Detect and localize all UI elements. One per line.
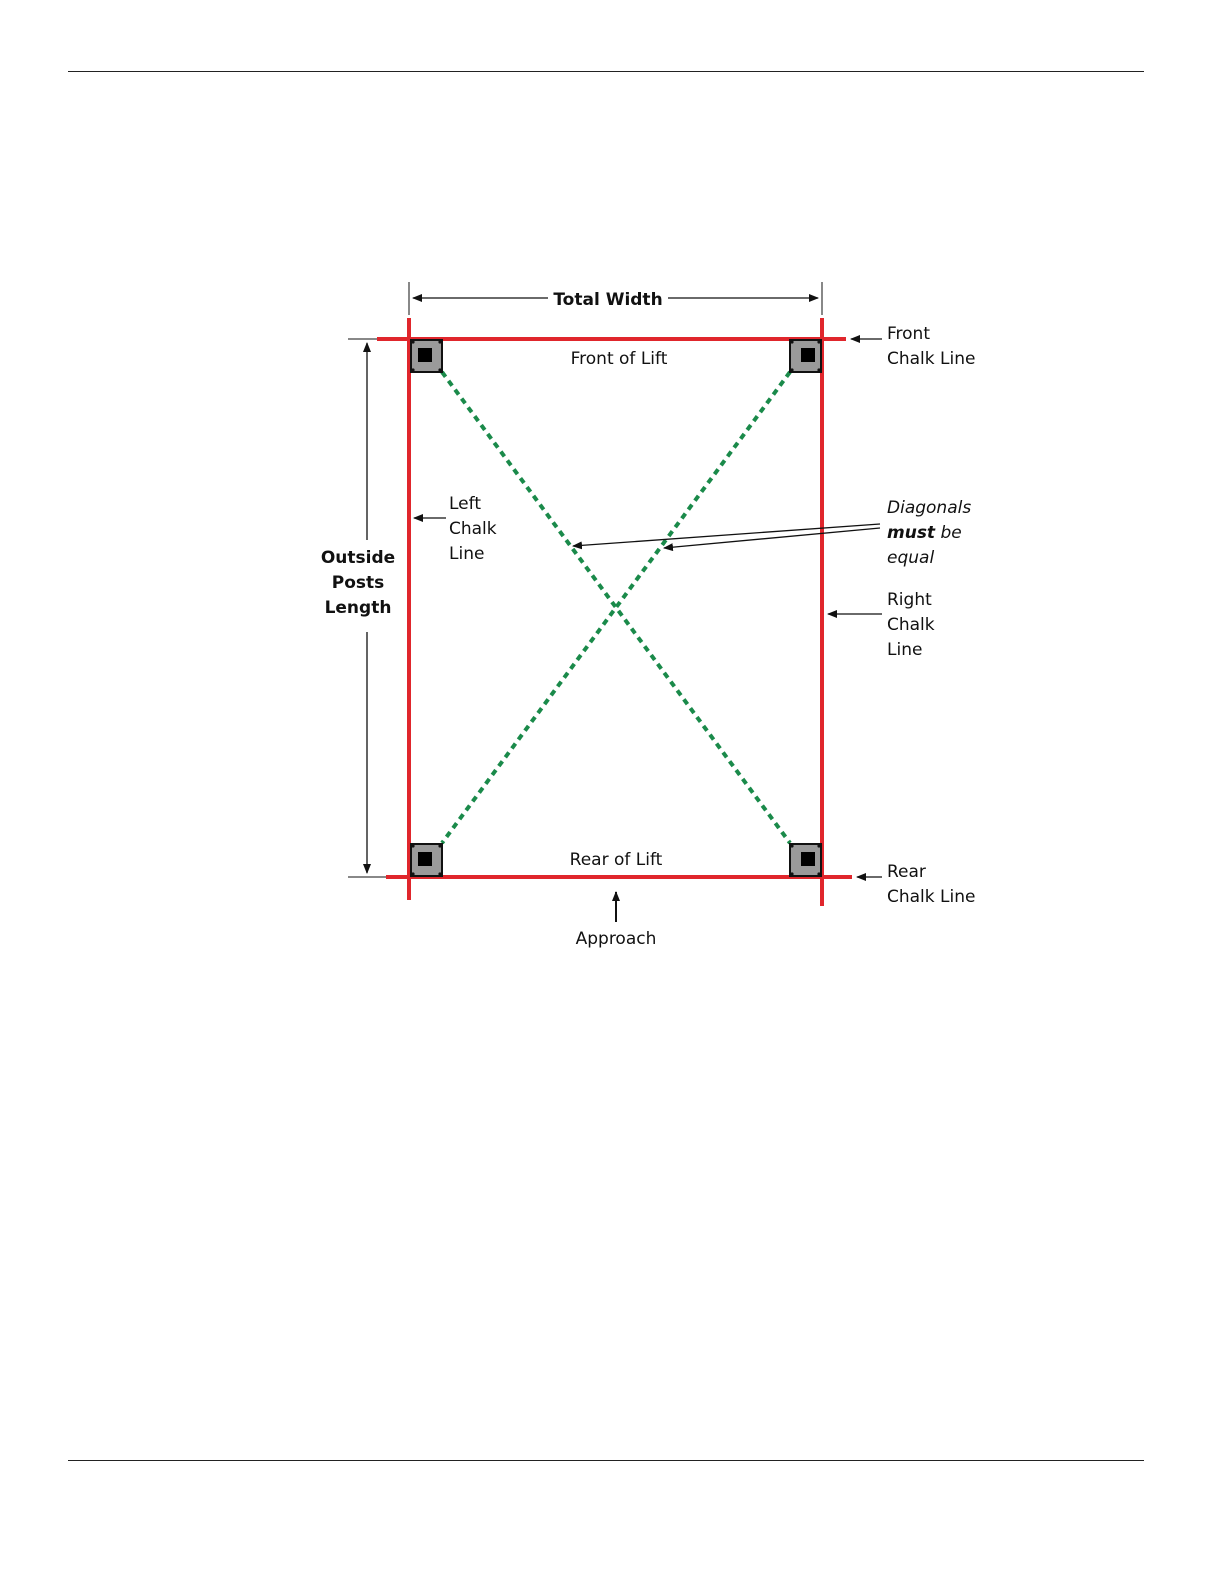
rear-chalk-label-line2: Chalk Line [887, 887, 976, 907]
diagonal-callout-arrow-2 [664, 528, 880, 548]
approach-label: Approach [575, 929, 657, 949]
outside-posts-length-label-line2: Posts [331, 573, 385, 593]
post-rear-right [790, 844, 821, 876]
right-chalk-label-line3: Line [887, 640, 923, 660]
diagonals-note-line3: equal [887, 548, 935, 568]
left-chalk-label-line3: Line [449, 544, 485, 564]
front-chalk-label-line2: Chalk Line [887, 349, 976, 369]
outside-posts-length-label-line1: Outside [320, 548, 396, 568]
post-front-right [790, 340, 821, 372]
left-chalk-label-line2: Chalk [449, 519, 497, 539]
front-chalk-label-line1: Front [887, 324, 930, 344]
diagonals-note-line1: Diagonals [887, 498, 972, 518]
left-chalk-label-line1: Left [449, 494, 481, 514]
diagonals-note-line2 [887, 523, 962, 543]
post-front-left [411, 340, 442, 372]
front-of-lift-label: Front of Lift [570, 349, 668, 369]
right-chalk-label-line1: Right [887, 590, 932, 610]
post-rear-left [411, 844, 442, 876]
right-chalk-label-line2: Chalk [887, 615, 935, 635]
total-width-label: Total Width [553, 290, 663, 310]
diagonals-note-must: must [887, 523, 936, 543]
rear-of-lift-label: Rear of Lift [569, 850, 663, 870]
diagonals-note-be: be [935, 523, 962, 543]
rear-chalk-label-line1: Rear [887, 862, 926, 882]
outside-posts-length-label-line3: Length [324, 598, 392, 618]
